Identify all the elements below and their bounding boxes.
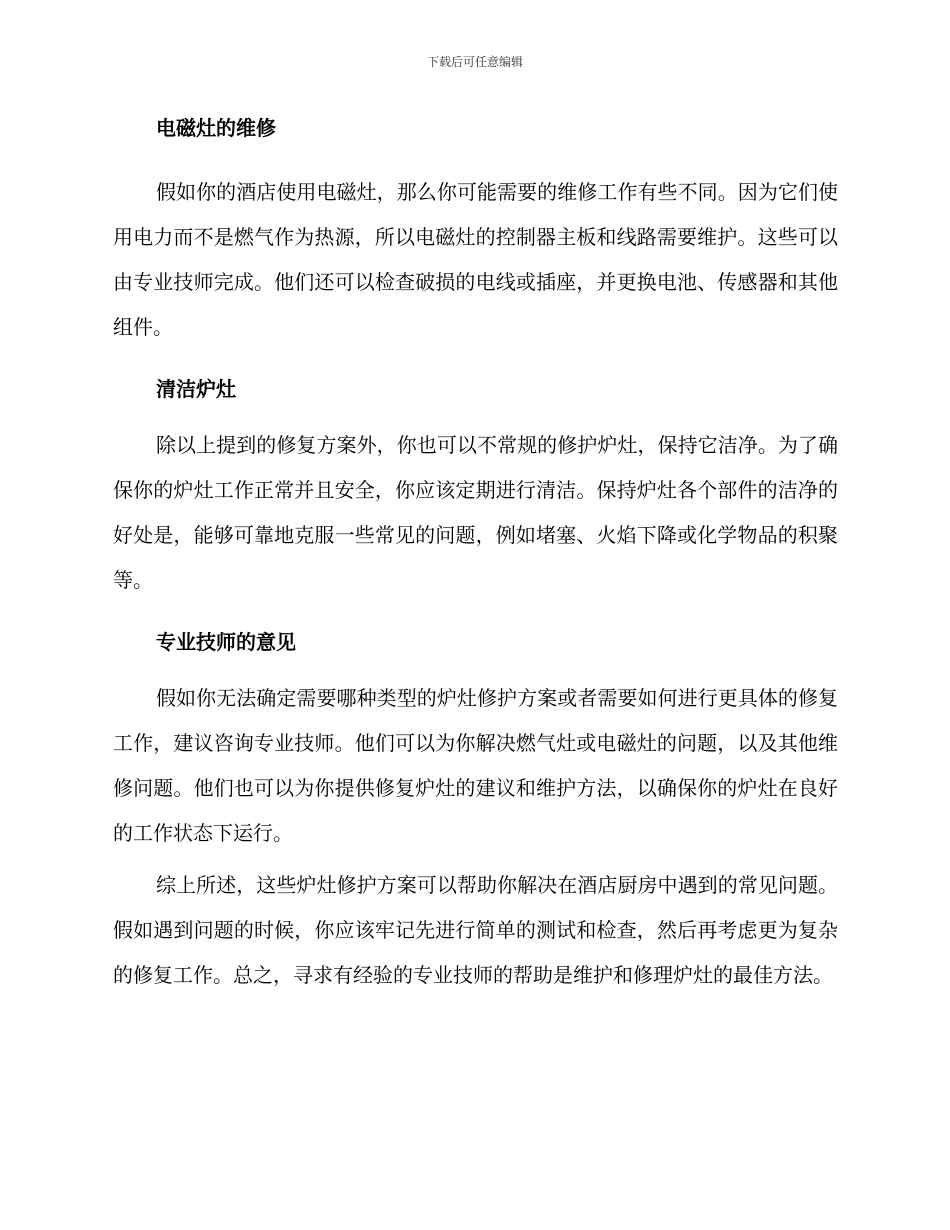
section-heading-expert-advice: 专业技师的意见 bbox=[156, 630, 296, 654]
document-body bbox=[113, 110, 838, 998]
section-heading-induction-repair: 电磁灶的维修 bbox=[156, 116, 276, 140]
paragraph-induction-repair: 假如你的酒店使用电磁灶，那么你可能需要的维修工作有些不同。因为它们使用电力而不是燃气作为热源，所以电磁灶的控制器主板和线路需要维护。这些可以由专业技师完成。他们还可以检查破损的电线或插座，并更换电池、传感器和其他组件。 bbox=[113, 180, 838, 339]
page-header: 下载后可任意编辑 bbox=[426, 55, 523, 69]
paragraph-expert-advice: 假如你无法确定需要哪种类型的炉灶修护方案或者需要如何进行更具体的修复工作，建议咨询专业技师。他们可以为你解决燃气灶或电磁灶的问题，以及其他维修问题。他们也可以为你提供修复炉灶的建议和维护方法，以确保你的炉灶在良好的工作状态下运行。 bbox=[113, 686, 838, 845]
section-heading-cleaning: 清洁炉灶 bbox=[156, 377, 236, 401]
paragraph-cleaning: 除以上提到的修复方案外，你也可以不常规的修护炉灶，保持它洁净。为了确保你的炉灶工作正常并且安全，你应该定期进行清洁。保持炉灶各个部件的洁净的好处是，能够可靠地克服一些常见的问题，例如堵塞、火焰下降或化学物品的积聚等。 bbox=[113, 433, 838, 592]
paragraph-summary: 综上所述，这些炉灶修护方案可以帮助你解决在酒店厨房中遇到的常见问题。假如遇到问题的时候，你应该牢记先进行简单的测试和检查，然后再考虑更为复杂的修复工作。总之，寻求有经验的专业技师的帮助是维护和修理炉灶的最佳方法。 bbox=[113, 873, 838, 987]
